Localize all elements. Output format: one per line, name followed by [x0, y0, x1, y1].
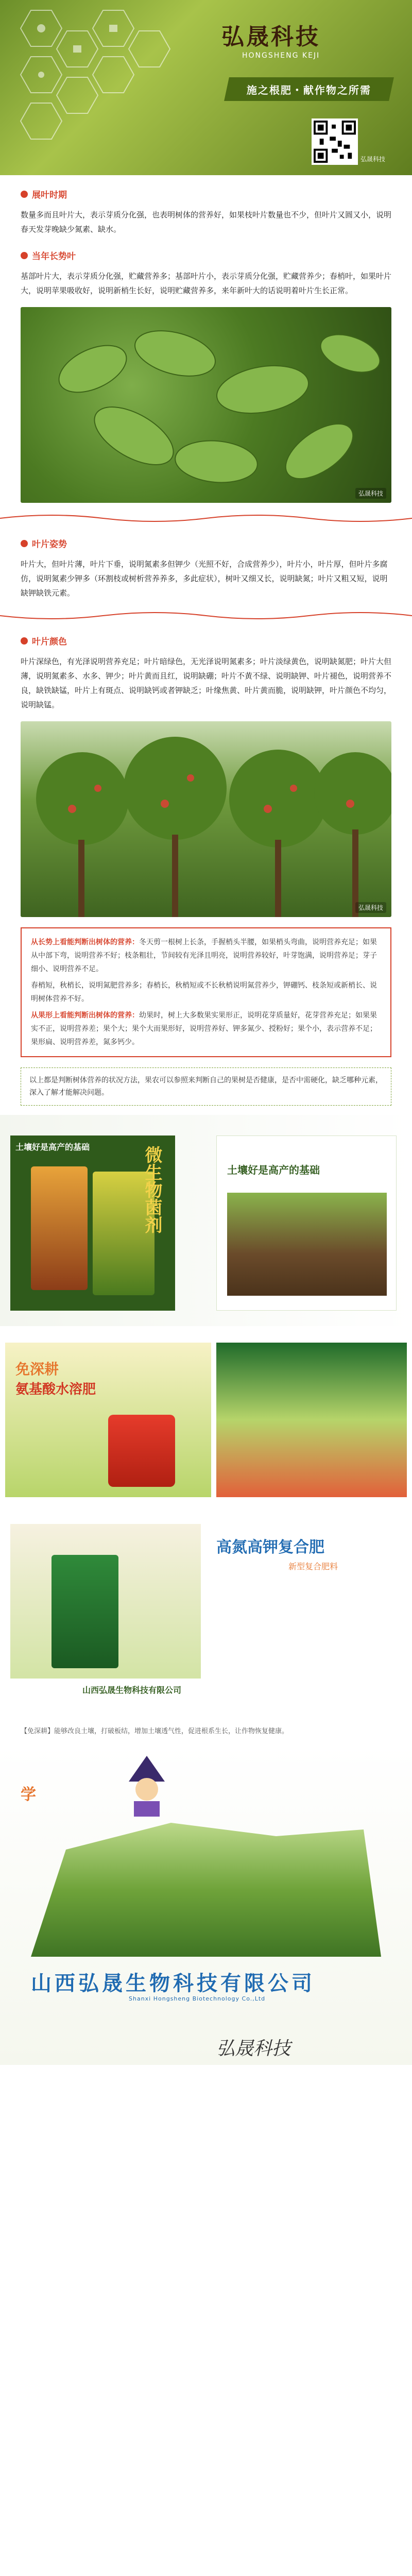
box-highlight: 从果形上看能判断出树体的营养： — [31, 1011, 139, 1020]
ad2-title: 土壤好是高产的基础 — [227, 1164, 320, 1176]
section-title: 叶片姿势 — [32, 539, 67, 550]
section-text: 叶片深绿色，有光泽说明营养充足；叶片暗绿色，无光泽说明氮素多；叶片淡绿黄色，说明缺氮肥；叶片大但薄，说明氮素多、水多、钾少；叶片黄而且红，说明缺硼；叶片不黄不绿、说明缺钾、叶片褪色，说明营养不良，缺铁缺锰，叶片上有斑点、说明缺钙或者钾缺乏；叶缘焦黄、叶片黄而脆，说明缺钾，叶片颜色不均匀，说明缺锰。 — [21, 657, 392, 709]
landscape-illustration — [31, 1823, 381, 1957]
banner-logo-text: 弘晟科技 — [221, 24, 320, 50]
section-leaf-stage — [0, 188, 412, 236]
ad1-title: 微生物菌剂 — [142, 1146, 162, 1233]
banner-logo-sub: HONGSHENG KEJI — [242, 52, 320, 60]
ad1-subtitle: 土壤好是高产的基础 — [15, 1142, 90, 1152]
ad-right-panel — [216, 1136, 397, 1311]
ad-no-till — [0, 1332, 412, 1507]
section-leaf-posture — [0, 537, 412, 600]
ad-note-text: 【免深耕】能够改良土壤，打破板结，增加土壤透气性，促进根系生长，让作物恢复健康。 — [21, 1727, 289, 1735]
ad-left-panel — [5, 1343, 211, 1497]
banner-tagline: 施之根肥・献作物之所需 — [247, 83, 371, 96]
footer-company: 山西弘晟生物科技有限公司 — [31, 1971, 315, 1995]
product-bag-icon — [31, 1166, 88, 1290]
qr-pattern — [314, 121, 356, 163]
summary-notice: 以上都是判断树体营养的状况方法，果农可以参照来判断自己的果树是否健康，是否中需硬化，缺乏哪种元素，深入了解才能解决问题。 — [21, 1067, 391, 1106]
qr-code-icon — [312, 118, 358, 165]
box-paragraph: 春梢短，秋梢长，说明氮肥营养多；春梢长，秋梢短或不长秋梢说明氮营养少，钾硼钙、枝条短或新梢长、说明树体营养不好。 — [31, 981, 377, 1003]
section-title-row — [21, 249, 391, 262]
bullet-icon — [21, 191, 28, 198]
photo-watermark: 弘晟科技 — [355, 488, 386, 499]
wave-divider — [0, 609, 412, 622]
banner-tagline-box — [224, 77, 394, 101]
footer-company-en: Shanxi Hongsheng Biotechnology Co.,Ltd — [129, 1995, 266, 2002]
box-highlight: 从长势上看能判断出树体的营养： — [31, 938, 139, 946]
character-avatar-icon — [118, 1756, 175, 1818]
hexagon-pattern-icon — [0, 0, 175, 175]
section-title-row — [21, 634, 391, 647]
bullet-icon — [21, 637, 28, 645]
box-text: 幼果时，树上大多数果实果形正，说明花芽质量好，花芽营养充足；如果果实不正，说明营养差；果个大；果个大而果形好，说明营养好、钾多氮少、授粉好；果个小，表示营养不足；果形扁、说明营养差，氮多钙少。 — [31, 1011, 377, 1046]
ad-right-panel — [211, 1524, 402, 1679]
section-leaf-color — [0, 634, 412, 712]
leaf-photo — [21, 307, 391, 503]
ad4-subtitle: 新型复合肥料 — [288, 1562, 338, 1571]
section-title-row — [21, 188, 391, 200]
character-text: 学 — [21, 1786, 36, 1804]
footer — [0, 1745, 412, 2065]
orchard-illustration — [21, 721, 391, 917]
soil-illustration — [227, 1193, 387, 1296]
header-banner — [0, 0, 412, 175]
bullet-icon — [21, 252, 28, 259]
footer-signature: 弘晟科技 — [216, 2038, 291, 2059]
section-title-row — [21, 537, 391, 550]
section-text: 基部叶片大，表示芽质分化强，贮藏营养多；基部叶片小，表示芽质分化强，贮藏营养少；春梢叶，如果叶片大，说明苹果吸收好，说明新梢生长好，说明贮藏营养多，来年新叶大的话说明着叶片生长正常。 — [21, 272, 392, 295]
section-text: 叶片大，但叶片薄，叶片下垂，说明氮素多但钾少（光照不好，合成营养少），叶片小，叶片厚，但叶片多腐仿，说明氮素少钾多（环割枝或树析营养养多，多此症状），树叶又细又长，说明缺氮；叶片又粗又短，说明缺钾缺铁元素。 — [21, 560, 388, 598]
ad-compound-fertilizer — [0, 1514, 412, 1720]
product-bag-icon — [52, 1555, 118, 1668]
box-paragraph — [31, 1009, 381, 1049]
section-text: 数量多而且叶片大，表示芽质分化强，也表明树体的营养好，如果枝叶片数量也不少，但叶片又圆又小，说明春天发芽晚缺少氮素、缺水。 — [21, 210, 392, 234]
banner-brand-small: 弘晟科技 — [360, 156, 386, 163]
section-current-year-leaf — [0, 249, 412, 298]
box-paragraph — [31, 936, 381, 976]
product-bucket-icon — [108, 1415, 175, 1487]
section-title: 展叶时期 — [32, 190, 67, 200]
ad-microbial-agent — [0, 1115, 412, 1326]
ad4-company: 山西弘晟生物科技有限公司 — [82, 1685, 182, 1695]
ad-right-panel — [216, 1343, 407, 1497]
box-text: 冬天剪一根树上长条，手握梢头半腰，如果梢头弯曲，说明营养充足；如果从中部下弯，说明营养不好；枝条粗壮，节间较有光泽且明亮，说明营养较好，叶芽饱满，说明营养足；芽子细小、说明营养不足。 — [31, 938, 377, 973]
ad-left-panel — [10, 1524, 201, 1679]
section-title: 当年长势叶 — [32, 251, 76, 262]
ad3-title: 免深耕 — [15, 1361, 59, 1378]
section-title: 叶片颜色 — [32, 637, 67, 647]
ad3-subtitle: 氨基酸水溶肥 — [15, 1382, 96, 1397]
orchard-photo — [21, 721, 391, 917]
wave-divider — [0, 512, 412, 524]
bullet-icon — [21, 540, 28, 547]
growth-judgement-box — [21, 927, 391, 1057]
photo-watermark: 弘晟科技 — [355, 902, 386, 913]
ad4-title: 高氮高钾复合肥 — [216, 1538, 324, 1556]
leaves-illustration — [21, 307, 391, 503]
